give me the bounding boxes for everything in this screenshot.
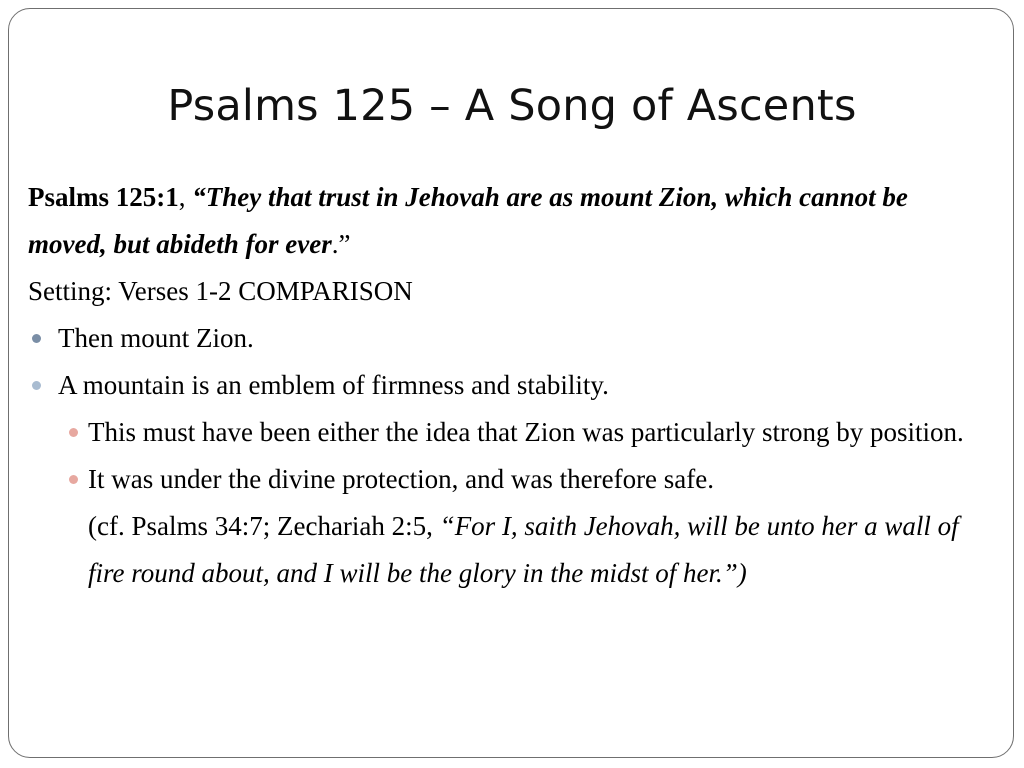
- bullet-text: A mountain is an emblem of firmness and stability.: [58, 370, 609, 400]
- sub-bullet-dot-icon: [69, 475, 78, 484]
- bullet-dot-icon: [32, 334, 41, 343]
- scripture-reference: [88, 503, 988, 597]
- verse-reference: Psalms 125:1: [28, 182, 179, 212]
- slide-title: Psalms 125 – A Song of Ascents: [167, 81, 857, 131]
- bullet-text: Then mount Zion.: [58, 323, 254, 353]
- sub-bullet-item: [28, 456, 988, 597]
- sub-bullet-text: It was under the divine protection, and was therefore safe.: [88, 464, 715, 494]
- bullet-item: [28, 315, 988, 362]
- verse-open-quote: “: [192, 182, 206, 212]
- verse-paragraph: [28, 174, 988, 268]
- reference-prefix: (cf. Psalms 34:7; Zechariah 2:5,: [88, 511, 440, 541]
- bullet-item: [28, 362, 988, 409]
- sub-bullet-dot-icon: [69, 428, 78, 437]
- sub-bullet-item: [28, 409, 988, 456]
- sub-bullet-text: This must have been either the idea that Zion was particularly strong by position.: [88, 417, 964, 447]
- setting-line: Setting: Verses 1-2 COMPARISON: [28, 276, 413, 306]
- slide-body: [28, 174, 988, 597]
- verse-separator: ,: [178, 182, 193, 212]
- verse-quote-text: They that trust in Jehovah are as mount Zion, which cannot be moved, but abideth for ever: [28, 182, 908, 259]
- verse-close: .”: [331, 229, 351, 259]
- reference-quote: “For I, saith Jehovah, will be unto her a wall of fire round about, and I will be the glory in the midst of her.”): [88, 511, 959, 588]
- bullet-dot-icon: [32, 381, 41, 390]
